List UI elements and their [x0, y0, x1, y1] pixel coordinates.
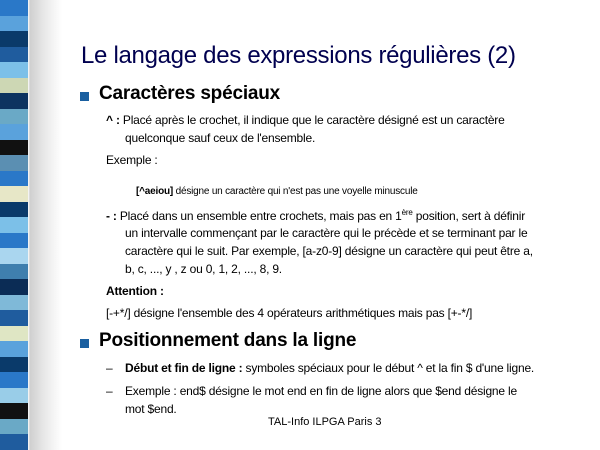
attention-label: Attention : — [106, 284, 164, 298]
example-code: [^aeiou] — [136, 186, 174, 197]
caret-label: ^ : — [106, 113, 120, 127]
section-heading-special-chars: Caractères spéciaux — [99, 83, 281, 104]
example-text: désigne un caractère qui n'est pas une voyelle minuscule — [173, 186, 418, 197]
square-bullet-icon — [80, 339, 89, 348]
attention-text: [-+*/] désigne l'ensemble des 4 opérateurs arithmétiques mais pas [+-*/] — [106, 306, 473, 320]
item1-text: symboles spéciaux pour le début ^ et la fin $ d'une ligne. — [242, 361, 535, 375]
item1-bold: Début et fin de ligne : — [125, 361, 243, 375]
example-label: Exemple : — [106, 153, 158, 167]
dash-text-a: Placé dans un ensemble entre crochets, mais pas en 1 — [116, 209, 402, 223]
dash-description-line-2: un intervalle commençant par le caractère qui le précède et se terminant par le — [125, 226, 528, 240]
stripe-fade — [0, 0, 62, 450]
caret-description-line-2: quelconque sauf ceux de l'ensemble. — [125, 131, 316, 145]
dash-label: - : — [106, 209, 117, 223]
positioning-item-2-line-1: Exemple : end$ désigne le mot end en fin de ligne alors que $end désigne le — [125, 384, 517, 398]
dash-description-line-4: b, c, ..., y , z ou 0, 1, 2, ..., 8, 9. — [125, 262, 282, 276]
slide-footer: TAL-Info ILPGA Paris 3 — [268, 416, 382, 428]
caret-text: Placé après le crochet, il indique que le caractère désigné est un caractère — [119, 113, 505, 127]
positioning-item-2-line-2: mot $end. — [125, 402, 177, 416]
positioning-item-1 — [125, 361, 534, 375]
dash-description-line-1 — [106, 208, 525, 223]
dash-bullet-1: – — [106, 361, 113, 375]
dash-text-b: position, sert à définir — [412, 209, 526, 223]
dash-description-line-3: caractère qui le suit. Par exemple, [a-z0-9] désigne un caractère qui peut être a, — [125, 244, 533, 258]
section-heading-positioning: Positionnement dans la ligne — [99, 330, 357, 351]
slide-title: Le langage des expressions régulières (2) — [81, 42, 516, 69]
caret-description-line-1 — [106, 113, 505, 127]
square-bullet-icon — [80, 92, 89, 101]
superscript-ere: ère — [401, 208, 413, 217]
dash-bullet-2: – — [106, 384, 113, 398]
decorative-stripe — [0, 0, 62, 450]
example-line — [136, 186, 418, 197]
